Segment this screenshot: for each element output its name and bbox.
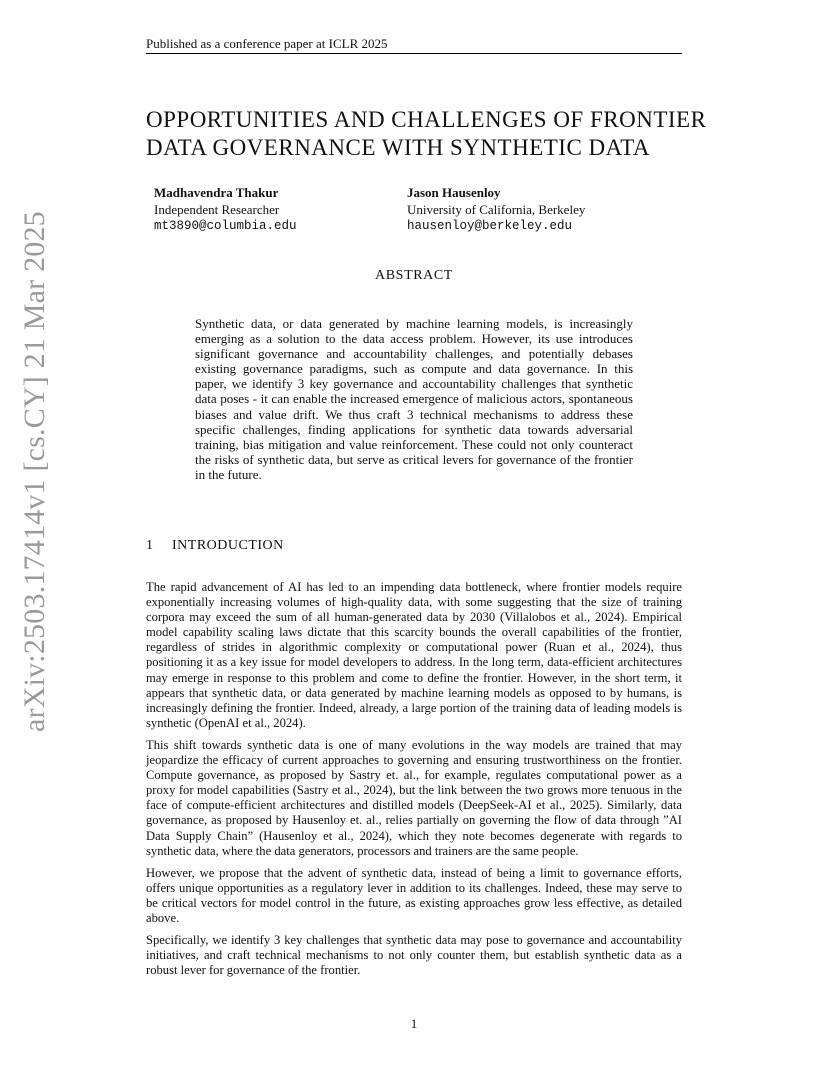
title-line-2: DATA GOVERNANCE WITH SYNTHETIC DATA bbox=[146, 135, 651, 160]
title-line-1: OPPORTUNITIES AND CHALLENGES OF FRONTIER bbox=[146, 107, 707, 132]
author-affiliation: Independent Researcher bbox=[154, 202, 280, 217]
abstract-heading: ABSTRACT bbox=[375, 268, 453, 283]
arxiv-side-identifier: arXiv:2503.17414v1 [cs.CY] 21 Mar 2025 bbox=[18, 211, 51, 732]
author-name: Madhavendra Thakur bbox=[154, 185, 279, 200]
paragraph: The rapid advancement of AI has led to an impending data bottleneck, where frontier models require exponentially increasing volumes of high-quality data, with some suggesting that the size of training corpora may exceed the sum of all human-generated data by 2030 (Villalobos et al., 2024). Empirical model capability scaling laws dictate that this scarcity bounds the overall capabilities of the frontier, regardless of strides in algorithmic complexity or computational power (Ruan et al., 2024), thus positioning it as a key issue for model developers to address. In the long term, data-efficient architectures may emerge in response to this problem and come to define the frontier. However, in the short term, it appears that synthetic data, or data generated by machine learning models as opposed to by humans, is increasingly defining the frontier. Indeed, already, a large portion of the training data of leading models is synthetic (OpenAI et al., 2024). bbox=[146, 580, 682, 730]
running-header: Published as a conference paper at ICLR 2025 bbox=[146, 36, 388, 51]
author-email[interactable]: hausenloy@berkeley.edu bbox=[407, 219, 573, 233]
paragraph: This shift towards synthetic data is one of many evolutions in the way models are trained that may jeopardize the efficacy of current approaches to governing and ensuring trustworthiness on the frontier. Compute governance, as proposed by Sastry et. al., for example, regulates computational power as a proxy for model capabilities (Sastry et al., 2024), but the link between the two grows more tenuous in the face of compute-efficient architectures and distilled models (DeepSeek-AI et al., 2025). Similarly, data governance, as proposed by Hausenloy et. al., relies partially on governing the flow of data through ”AI Data Supply Chain” (Hausenloy et al., 2024), which they note becomes degenerate with regards to synthetic data, where the data generators, processors and trainers are the same people. bbox=[146, 737, 682, 858]
paragraph: Specifically, we identify 3 key challenges that synthetic data may pose to governance and accountability initiatives, and craft technical mechanisms to not only counter them, but establish synthetic data as a robust lever for governance of the frontier. bbox=[146, 933, 682, 978]
author-email[interactable]: mt3890@columbia.edu bbox=[154, 219, 297, 233]
header-rule bbox=[146, 53, 682, 54]
section-heading bbox=[146, 538, 284, 554]
author-affiliation: University of California, Berkeley bbox=[407, 202, 586, 217]
paragraph: However, we propose that the advent of synthetic data, instead of being a limit to governance efforts, offers unique opportunities as a regulatory lever in addition to its challenges. Indeed, these may serve to be critical vectors for model control in the future, as existing approaches grow less effective, as detailed above. bbox=[146, 865, 682, 925]
author-block bbox=[407, 184, 585, 235]
section-title: INTRODUCTION bbox=[172, 538, 284, 553]
page-number: 1 bbox=[410, 1016, 418, 1031]
author-name: Jason Hausenloy bbox=[407, 185, 501, 200]
body-text bbox=[146, 580, 682, 985]
section-number: 1 bbox=[146, 538, 154, 553]
paper-title bbox=[146, 106, 706, 162]
abstract-text: Synthetic data, or data generated by machine learning models, is increasingly emerging as a solution to the data access problem. However, its use introduces significant governance and accountability challenges, and potentially debases existing governance paradigms, such as compute and data governance. In this paper, we identify 3 key governance and accountability challenges that synthetic data poses - it can enable the increased emergence of malicious actors, spontaneous biases and value drift. We thus craft 3 technical mechanisms to address these specific challenges, finding applications for synthetic data towards adversarial training, bias mitigation and value reinforcement. These could not only counteract the risks of synthetic data, but serve as critical levers for governance of the frontier in the future. bbox=[195, 316, 633, 482]
author-block bbox=[154, 184, 297, 235]
